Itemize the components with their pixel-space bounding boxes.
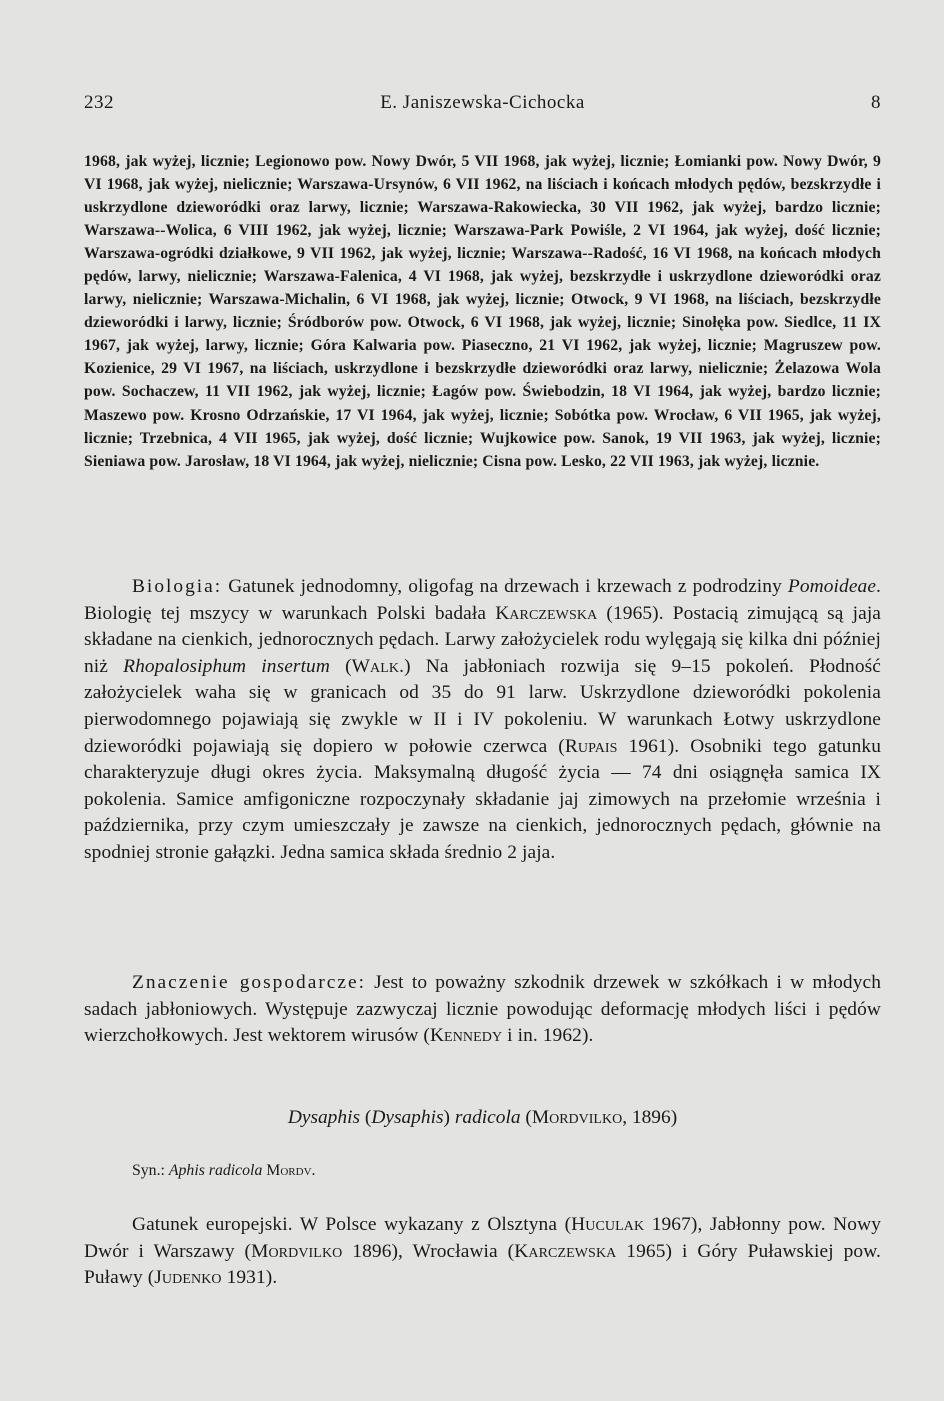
species-epithet: radicola (454, 1107, 521, 1128)
synonym-authority: Mordv. (266, 1162, 316, 1179)
author-citation: Mordvilko (251, 1240, 343, 1262)
taxon-name: Rhopalosiphum insertum (123, 655, 330, 677)
synonym-line: Syn.: Aphis radicola Mordv. (132, 1162, 316, 1179)
species-authority: Mordvilko (531, 1107, 623, 1128)
author-citation: Karczewska (514, 1240, 617, 1262)
synonym-name: Aphis radicola (168, 1162, 263, 1179)
subgenus-name: Dysaphis (371, 1107, 444, 1128)
author-citation: Huculak (571, 1214, 645, 1235)
biology-paragraph: Biologia: Gatunek jednodomny, oligofag na drzewach i krzewach z podrodziny Pomoideae. Biologię tej mszycy w warunkach Polski badała Karczewska (1965). Postacią zimującą są jaja składane na cienkich, jednorocznych pędach. Larwy założycielek rodu wylęgają się kilka dni później niż Rhopalosiphum insertum (Walk.) Na jabłoniach rozwija się 9–15 pokoleń. Płodność założycielek waha się w granicach od 35 do 91 larw. Uskrzydlone dzieworódki pokolenia pierwodomnego pojawiają się zwykle w II i IV pokoleniu. W warunkach Łotwy uskrzydlone dzieworódki pojawiają się dopiero w połowie czerwca (Rupais 1961). Osobniki tego gatunku charakteryzuje długi okres życia. Maksymalną długość życia — 74 dni osiągnęła samica IX pokolenia. Samice amfigoniczne rozpoczynały składanie jaj zimowych na przełomie września i października, przy czym umieszczały je zawsze na cienkich, jednorocznych pędach, głównie na spodniej stronie gałązki. Jedna samica składa średnio 2 jaja. (84, 576, 882, 863)
running-author: E. Janiszewska-Cichocka (380, 92, 585, 113)
biology-heading: Biologia: (132, 576, 223, 597)
species-heading: Dysaphis (Dysaphis) radicola (Mordvilko, 1896) (287, 1107, 678, 1128)
taxon-name: Pomoideae (787, 576, 877, 597)
economic-importance-heading: Znaczenie gospodarcze: (132, 972, 367, 993)
author-citation: Kennedy (429, 1025, 503, 1047)
economic-importance-paragraph: Znaczenie gospodarcze: Jest to poważny szkodnik drzewek w szkółkach i w młodych sadach jabłoniowych. Występuje zazwyczaj licznie powodując deformację młodych liści i pędów wierzchołkowych. Jest wektorem wirusów (Kennedy i in. 1962). (84, 972, 881, 1047)
running-header (84, 92, 881, 122)
author-citation: Rupais (564, 735, 618, 757)
page-number: 232 (84, 92, 114, 113)
localities-paragraph: 1968, jak wyżej, licznie; Legionowo pow. Nowy Dwór, 5 VII 1968, jak wyżej, licznie; Łomianki pow. Nowy Dwór, 9 VI 1968, jak wyżej, nielicznie; Warszawa-Ursynów, 6 VII 1962, na liściach i końcach młodych pędów, bezskrzydłe i uskrzydlone dzieworódki oraz larwy, licznie; Warszawa-Rakowiecka, 30 VII 1962, jak wyżej, bardzo licznie; Warszawa--Wolica, 6 VIII 1962, jak wyżej, licznie; Warszawa-Park Powiśle, 2 VI 1964, jak wyżej, dość licznie; Warszawa-ogródki działkowe, 9 VII 1962, jak wyżej, licznie; Warszawa--Radość, 16 VI 1968, na końcach młodych pędów, larwy, nielicznie; Warszawa-Falenica, 4 VI 1968, jak wyżej, bezskrzydłe i uskrzydlone dzieworódki oraz larwy, nielicznie; Warszawa-Michalin, 6 VI 1968, jak wyżej, licznie; Otwock, 9 VI 1968, na liściach, bezskrzydłe dzieworódki i larwy, licznie; Śródborów pow. Otwock, 6 VI 1968, jak wyżej, licznie; Sinołęka pow. Siedlce, 11 IX 1967, jak wyżej, larwy, licznie; Góra Kalwaria pow. Piaseczno, 21 VI 1962, jak wyżej, licznie; Magruszew pow. Kozienice, 29 VI 1967, na liściach, uskrzydlone i bezskrzydłe dzieworódki oraz larwy, nielicznie; Żelazowa Wola pow. Sochaczew, 11 VII 1962, jak wyżej, licznie; Łagów pow. Świebodzin, 18 VI 1964, jak wyżej, bardzo licznie; Maszewo pow. Krosno Odrzańskie, 17 VI 1964, jak wyżej, licznie; Sobótka pow. Wrocław, 6 VII 1965, jak wyżej, licznie; Trzebnica, 4 VII 1965, jak wyżej, dość licznie; Wujkowice pow. Sanok, 19 VII 1963, jak wyżej, licznie; Sieniawa pow. Jarosław, 18 VI 1964, jak wyżej, nielicznie; Cisna pow. Lesko, 22 VII 1963, jak wyżej, licznie. (84, 153, 881, 470)
author-citation: Karczewska (495, 602, 598, 624)
section-number: 8 (871, 92, 881, 113)
author-citation: Judenko (154, 1267, 222, 1289)
distribution-paragraph: Gatunek europejski. W Polsce wykazany z Olsztyna (Huculak 1967), Jabłonny pow. Nowy Dwór i Warszawy (Mordvilko 1896), Wrocławia (Karczewska 1965) i Góry Puławskiej pow. Puławy (Judenko 1931). (84, 1214, 881, 1289)
author-citation: Walk. (351, 655, 405, 677)
genus-name: Dysaphis (287, 1107, 361, 1128)
